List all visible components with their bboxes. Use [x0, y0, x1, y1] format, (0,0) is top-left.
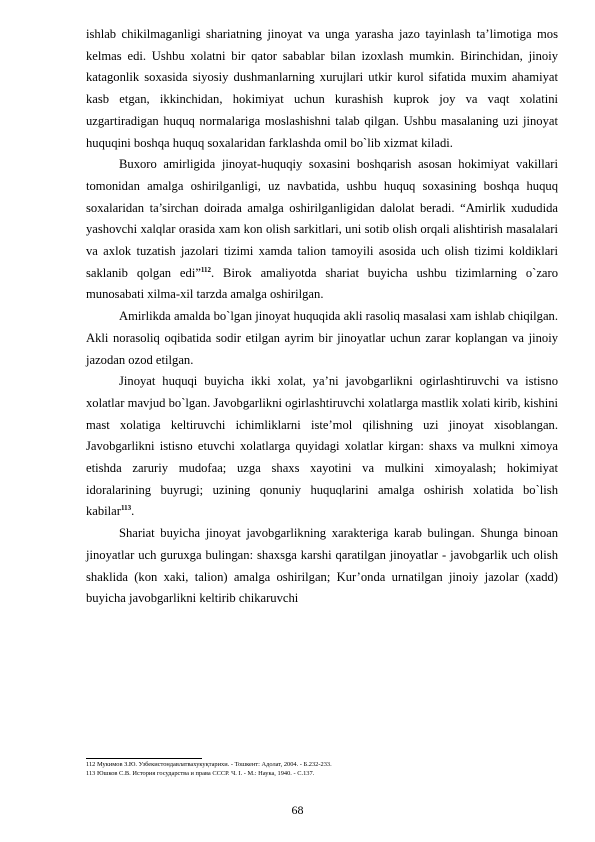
paragraph-text: Amirlikda amalda bo`lgan jinoyat huquqida akli rasoliq masalasi xam ishlab chiqilgan. Akli norasoliq oqibatida sodir etilgan ayrim bir jinoyatlar uchun zarar koplangan va jinoiy jazodan ozod etilgan.: [86, 309, 558, 367]
paragraph-tail: .: [131, 504, 135, 519]
footnote-text: Юшков С.В. История государства и права СССР. Ч. I. - М.: Наука, 1940. - С.137.: [96, 770, 315, 777]
paragraph-amirlikda: [86, 306, 558, 371]
footnote-ref-112[interactable]: 112: [200, 265, 212, 274]
page-number: 68: [291, 803, 304, 817]
paragraph-text: Shariat buyicha jinoyat javobgarlikning xarakteriga karab bulingan. Shunga binoan jinoyatlar uch guruxga bulingan: shaxsga karshi qaratilgan jinoyatlar - javobgarlik uch olish shaklida (kon xaki, talion) amalga oshirilgan; Kur’onda urnatilgan jinoiy jazolar (xadd) buyicha javobgarlikni keltirib chikaruvchi: [86, 526, 558, 606]
paragraph-jinoyat: [86, 371, 558, 523]
footnote-number: 113: [86, 770, 96, 777]
paragraph-text: Jinoyat huquqi buyicha ikki xolat, ya’ni javobgarlikni ogirlashtiruvchi va istisno xolatlar mavjud bo`lgan. Javobgarlikni ogirlashtiruvchi xolatlarga mastlik xolati kirib, kishini mast xolatiga keltiruvchi ichimliklarni iste’mol qilishning uzi jinoyat xisoblangan. Javobgarlikni istisno etuvchi xolatlarga quyidagi xolatlar kirgan: shaxs va mulkni ximoya etishda zaruriy mudofaa; uzga shaxs xayotini va mulkini ximoyalash; hokimiyat idoralarining buyrugi; uzining qonuniy huquqlarini amalga oshirish xolatida bo`lish kabilar: [86, 374, 558, 519]
paragraph-shariat: [86, 523, 558, 610]
footnote-text: Мукимов З.Ю. Узбекистондавлатвахукуқтарихи. - Тошкент: Адолат, 2004. - Б.232-233.: [96, 761, 332, 768]
paragraph-tail: . Birok amaliyotda shariat buyicha ushbu tizimlarning o`zaro munosabati xilma-xil tarzda amalga oshirilgan.: [86, 265, 558, 302]
footnotes: [86, 760, 558, 778]
paragraph-text: ishlab chikilmaganligi shariatning jinoyat va unga yarasha jazo tayinlash ta’limotiga mos kelmas edi. Ushbu xolatni bir qator sabablar bilan izoxlash mumkin. Birinchidan, jinoiy katagonlik soxasida siyosiy dushmanlarning xurujlari utkir kurol sifatida muxim ahamiyat kasb etgan, ikkinchidan, hokimiyat uchun kurashish kuprok joy va vaqt xolatini uzgartiradigan huquq normalariga moslashishni talab qilgan. Ushbu masalaning uzi jinoyat huquqini boshqa huquq soxalaridan farklashda omil bo`lib xizmat kiladi.: [86, 27, 558, 150]
footnote-112: [86, 760, 558, 769]
paragraph-buxoro: [86, 154, 558, 306]
page-body: [86, 24, 558, 610]
footnote-number: 112: [86, 761, 96, 768]
footnote-ref-113[interactable]: 113: [120, 504, 132, 513]
paragraph-continuation: [86, 24, 558, 154]
paragraph-text: Buxoro amirligida jinoyat-huquqiy soxasini boshqarish asosan hokimiyat vakillari tomonidan amalga oshirilganligi, uz navbatida, ushbu huquq soxasining boshqa huquq soxalaridan ta’sirchan doirada amalga oshirilganligidan dalolat beradi. “Amirlik xududida yashovchi xalqlar orasida xam kon olish sarkitlari, uni sotib olish orqali alishtirish masalalari va axlok tuzatish jazolari tizimi xamda talion tamoyili asosida uch olish tizimi koldiklari saklanib qolgan edi”: [86, 157, 558, 280]
footnote-divider: [86, 758, 202, 759]
footnote-113: [86, 769, 558, 778]
